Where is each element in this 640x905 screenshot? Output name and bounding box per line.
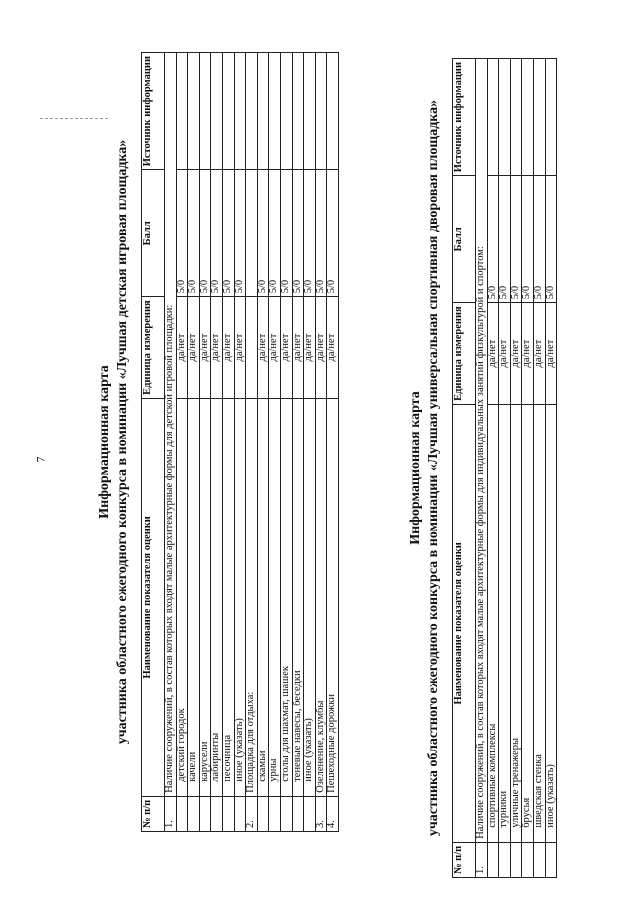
card-1-body <box>165 53 339 832</box>
row-name: иное (указать) <box>304 398 316 796</box>
row-score: 5/0 <box>533 176 545 303</box>
row-unit: да/нет <box>533 303 545 405</box>
card-1-header-row <box>142 53 165 832</box>
row-source <box>176 53 188 170</box>
row-source <box>246 53 258 170</box>
table-row <box>545 59 557 878</box>
row-score: 5/0 <box>487 176 499 303</box>
row-name: турники <box>499 404 511 842</box>
row-source <box>292 53 304 170</box>
header-score: Балл <box>142 170 165 297</box>
row-name: столы для шахмат, шашек <box>280 398 292 796</box>
row-num <box>234 796 246 831</box>
row-score <box>246 170 258 297</box>
row-source <box>199 53 211 170</box>
row-unit: да/нет <box>234 297 246 399</box>
header-name: Наименование показателя оценки <box>453 404 476 842</box>
row-num <box>222 796 234 831</box>
row-name: скамьи <box>257 398 269 796</box>
row-score: 5/0 <box>522 176 534 303</box>
table-row <box>304 53 316 832</box>
table-row <box>315 53 327 832</box>
row-score: 5/0 <box>280 170 292 297</box>
header-score: Балл <box>453 176 476 303</box>
row-score: 5/0 <box>199 170 211 297</box>
row-score: 5/0 <box>292 170 304 297</box>
header-source: Источник информации <box>453 59 476 176</box>
row-source <box>257 53 269 170</box>
row-name: песочница <box>222 398 234 796</box>
row-num <box>545 842 557 877</box>
row-name: карусели <box>199 398 211 796</box>
row-source <box>522 59 534 176</box>
row-unit: да/нет <box>292 297 304 399</box>
row-num <box>211 796 223 831</box>
table-row <box>522 59 534 878</box>
row-name: иное (указать) <box>234 398 246 796</box>
row-unit: да/нет <box>545 303 557 405</box>
row-source <box>211 53 223 170</box>
card-2-subtitle: участника областного ежегодного конкурса в номинации «Лучшая универсальная спортивная дворовая площадка» <box>426 99 441 837</box>
row-name: брусья <box>522 404 534 842</box>
row-name: Наличие сооружений, в состав которых входят малые архитектурные формы для детской игровой площадки: <box>165 53 177 797</box>
card-2-table <box>452 58 557 878</box>
row-source <box>499 59 511 176</box>
row-num <box>292 796 304 831</box>
row-score: 5/0 <box>327 170 339 297</box>
row-source <box>487 59 499 176</box>
row-num: 2. <box>246 796 258 831</box>
row-name: Площадка для отдыха: <box>246 398 258 796</box>
row-name: шведская стенка <box>533 404 545 842</box>
row-num <box>199 796 211 831</box>
row-num <box>533 842 545 877</box>
header-num: № п/п <box>453 842 476 877</box>
row-num <box>487 842 499 877</box>
row-num <box>304 796 316 831</box>
row-score: 5/0 <box>188 170 200 297</box>
card-2-body <box>476 59 557 878</box>
card-1-subtitle: участника областного ежегодного конкурса в номинации «Лучшая детская игровая площадка» <box>115 139 130 745</box>
row-unit: да/нет <box>199 297 211 399</box>
row-score: 5/0 <box>304 170 316 297</box>
row-num: 3. <box>315 796 327 831</box>
row-source <box>315 53 327 170</box>
table-row <box>476 59 488 878</box>
row-source <box>234 53 246 170</box>
table-row <box>269 53 281 832</box>
table-row <box>211 53 223 832</box>
row-num <box>269 796 281 831</box>
table-row <box>222 53 234 832</box>
row-unit: да/нет <box>522 303 534 405</box>
row-score: 5/0 <box>510 176 522 303</box>
row-name: спортивные комплексы <box>487 404 499 842</box>
row-unit: да/нет <box>315 297 327 399</box>
table-row <box>176 53 188 832</box>
header-num: № п/п <box>142 796 165 831</box>
page-number: 7 <box>33 456 48 463</box>
row-name: качели <box>188 398 200 796</box>
row-num <box>257 796 269 831</box>
row-num <box>280 796 292 831</box>
table-row <box>246 53 258 832</box>
card-2 <box>407 58 557 878</box>
row-unit: да/нет <box>487 303 499 405</box>
row-num <box>188 796 200 831</box>
table-row <box>280 53 292 832</box>
row-name: Наличие сооружений, в состав которых входят малые архитектурные формы для индивидуальных занятий физкультурой и спортом: <box>476 59 488 843</box>
row-unit: да/нет <box>188 297 200 399</box>
card-2-title: Информационная карта <box>408 391 423 545</box>
row-name: Озеленение, клумбы <box>315 398 327 796</box>
row-name: урны <box>269 398 281 796</box>
row-unit: да/нет <box>176 297 188 399</box>
row-source <box>222 53 234 170</box>
row-unit: да/нет <box>269 297 281 399</box>
header-name: Наименование показателя оценки <box>142 398 165 796</box>
row-name: иное (указать) <box>545 404 557 842</box>
row-source <box>269 53 281 170</box>
row-num <box>510 842 522 877</box>
row-unit: да/нет <box>304 297 316 399</box>
card-1-table <box>141 52 339 832</box>
row-source <box>304 53 316 170</box>
card-1 <box>96 52 339 832</box>
row-num <box>499 842 511 877</box>
row-score: 5/0 <box>257 170 269 297</box>
row-score: 5/0 <box>211 170 223 297</box>
card-2-header-row <box>453 59 476 878</box>
row-unit: да/нет <box>211 297 223 399</box>
row-unit: да/нет <box>222 297 234 399</box>
table-row <box>533 59 545 878</box>
row-num: 1. <box>165 796 177 831</box>
table-row <box>327 53 339 832</box>
row-unit: да/нет <box>257 297 269 399</box>
row-score: 5/0 <box>222 170 234 297</box>
row-name: уличные тренажеры <box>510 404 522 842</box>
row-score: 5/0 <box>545 176 557 303</box>
table-row <box>292 53 304 832</box>
row-num <box>176 796 188 831</box>
row-unit: да/нет <box>499 303 511 405</box>
row-score: 5/0 <box>269 170 281 297</box>
header-unit: Единица измерения <box>142 297 165 399</box>
row-source <box>280 53 292 170</box>
row-name: детский городок <box>176 398 188 796</box>
row-source <box>188 53 200 170</box>
table-row <box>188 53 200 832</box>
header-source: Источник информации <box>142 53 165 170</box>
table-row <box>499 59 511 878</box>
row-source <box>510 59 522 176</box>
row-num: 1. <box>476 842 488 877</box>
table-row <box>510 59 522 878</box>
row-name: теневые навесы, беседки <box>292 398 304 796</box>
row-unit: да/нет <box>280 297 292 399</box>
card-1-title: Информационная карта <box>97 365 112 519</box>
row-unit: да/нет <box>510 303 522 405</box>
table-row <box>165 53 177 832</box>
row-unit <box>246 297 258 399</box>
table-row <box>257 53 269 832</box>
row-score: 5/0 <box>176 170 188 297</box>
table-row <box>234 53 246 832</box>
row-name: Пешеходные дорожки <box>327 398 339 796</box>
row-score: 5/0 <box>499 176 511 303</box>
header-unit: Единица измерения <box>453 303 476 405</box>
row-name: лабиринты <box>211 398 223 796</box>
table-row <box>487 59 499 878</box>
row-score: 5/0 <box>315 170 327 297</box>
table-row <box>199 53 211 832</box>
row-source <box>327 53 339 170</box>
row-source <box>545 59 557 176</box>
row-unit: да/нет <box>327 297 339 399</box>
row-score: 5/0 <box>234 170 246 297</box>
row-source <box>533 59 545 176</box>
row-num: 4. <box>327 796 339 831</box>
row-num <box>522 842 534 877</box>
